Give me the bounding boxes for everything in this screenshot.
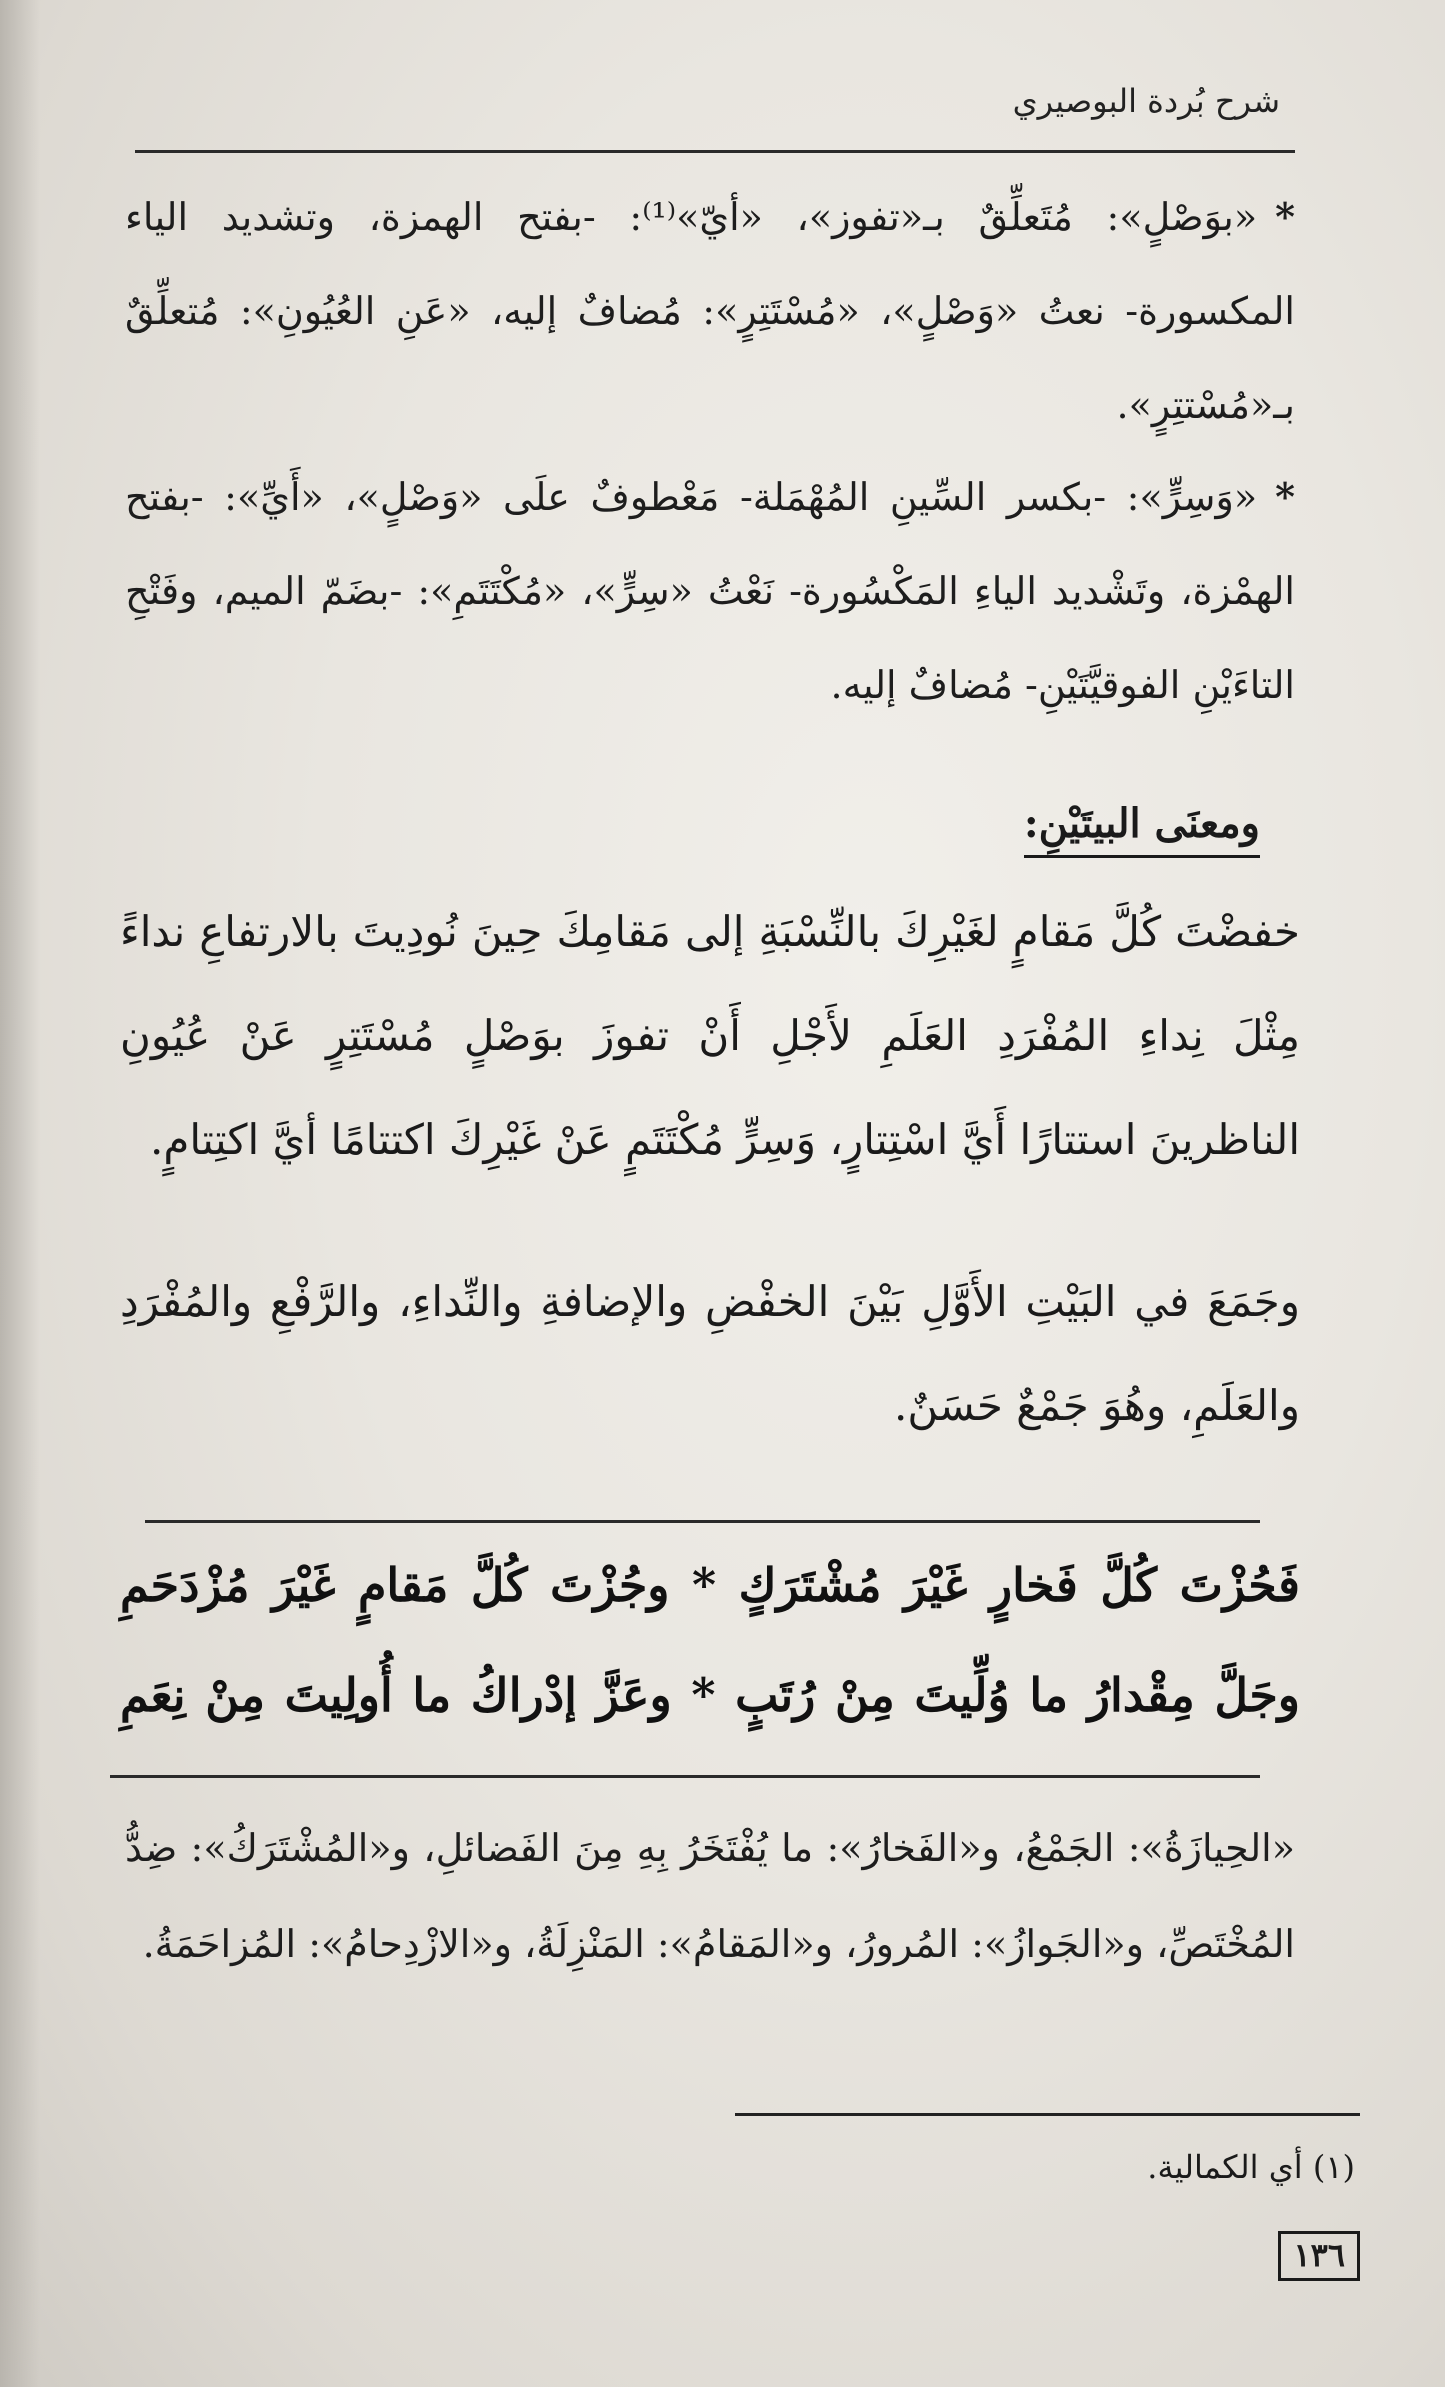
meaning-paragraph-1: خفضْتَ كُلَّ مَقامٍ لغَيْرِكَ بالنِّسْبَةِ إلى مَقامِكَ حِينَ نُودِيتَ بالارتفاعِ نداءً مِثْلَ نِداءِ المُفْرَدِ العَلَمِ لأَجْلِ أَنْ تفوزَ بوَصْلٍ مُسْتَتِرٍ عَنْ عُيُونِ الناظرينَ استتارًا أَيَّ اسْتِتارٍ، وَسِرٍّ مُكْتَتَمٍ عَنْ غَيْرِكَ اكتتامًا أيَّ اكتِتامٍ.	[120, 907, 1300, 1164]
footnote: (١) أي الكمالية.	[1147, 2148, 1355, 2186]
verse-line-1: فَحُزْتَ كُلَّ فَخارٍ غَيْرَ مُشْتَرَكٍ * وجُزْتَ كُلَّ مَقامٍ غَيْرَ مُزْدَحَمِ	[120, 1558, 1300, 1612]
header-rule	[135, 150, 1295, 153]
meaning-paragraph-2: وجَمَعَ في البَيْتِ الأَوَّلِ بَيْنَ الخفْضِ والإضافةِ والنِّداءِ، والرَّفْعِ والمُفْرَدِ والعَلَمِ، وهُوَ جَمْعٌ حَسَنٌ.	[120, 1277, 1300, 1430]
page-edge-shadow	[0, 0, 40, 2387]
running-header-title: شرح بُردة البوصيري	[1012, 82, 1280, 120]
asterisk-bullet-2: *	[1275, 474, 1295, 519]
grammar-note-1-text: «بوَصْلٍ»: مُتَعلِّقٌ بـ«تفوز»، «أيّ»⁽¹⁾: -بفتح الهمزة، وتشديد الياء المكسورة- نعتُ «وَصْلٍ»، «مُسْتَتِرٍ»: مُضافٌ إليه، «عَنِ العُيُونِ»: مُتعلِّقٌ بـ«مُسْتتِرٍ».	[125, 195, 1295, 427]
grammar-note-2	[125, 450, 1295, 732]
meaning-heading: ومعنَى البيتَيْنِ:	[1024, 800, 1260, 858]
grammar-note-2-text: «وَسِرٍّ»: -بكسر السِّينِ المُهْمَلة- مَعْطوفٌ علَى «وَصْلٍ»، «أَيِّ»: -بفتح الهمْزة، وتَشْديد الياءِ المَكْسُورة- نَعْتُ «سِرٍّ»، «مُكْتَتَمِ»: -بضَمّ الميم، وفَتْحِ التاءَيْنِ الفوقيَّتَيْنِ- مُضافٌ إليه.	[125, 475, 1295, 707]
page-number: ١٣٦	[1278, 2231, 1360, 2281]
glossary-paragraph: «الحِيازَةُ»: الجَمْعُ، و«الفَخارُ»: ما يُفْتَخَرُ بِهِ مِنَ الفَضائلِ، و«المُشْتَرَكُ»: ضِدُّ المُخْتَصِّ، و«الجَوازُ»: المُرورُ، و«المَقامُ»: المَنْزِلَةُ، و«الازْدِحامُ»: المُزاحَمَةُ.	[125, 1826, 1295, 1966]
verse-bottom-rule	[110, 1775, 1260, 1778]
verse-line-2: وجَلَّ مِقْدارُ ما وُلِّيتَ مِنْ رُتَبٍ * وعَزَّ إدْراكُ ما أُولِيتَ مِنْ نِعَمِ	[120, 1668, 1300, 1722]
grammar-note-1	[125, 170, 1295, 452]
asterisk-bullet-1: *	[1275, 194, 1295, 239]
verse-top-rule	[145, 1520, 1260, 1523]
footnote-rule	[735, 2113, 1360, 2116]
